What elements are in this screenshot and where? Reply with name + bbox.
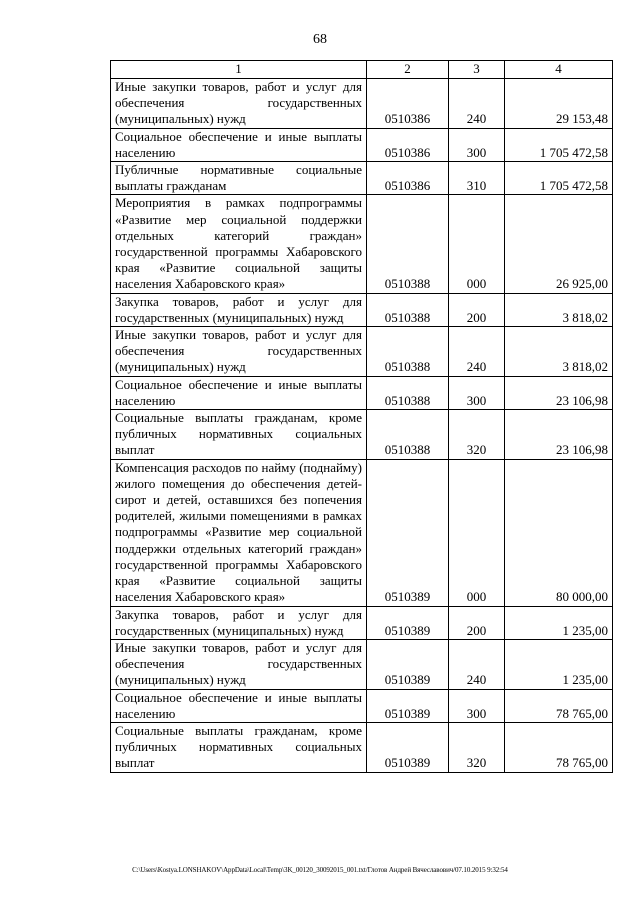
row-name: Социальное обеспечение и иные выплаты населению [111,689,367,722]
row-kind: 240 [449,79,505,129]
row-code: 0510389 [367,606,449,639]
row-sum: 26 925,00 [505,195,613,293]
row-code: 0510386 [367,162,449,195]
table-row [111,327,613,377]
row-name: Иные закупки товаров, работ и услуг для обеспечения государственных (муниципальных) нужд [111,639,367,689]
row-code: 0510388 [367,195,449,293]
row-kind: 310 [449,162,505,195]
row-sum: 23 106,98 [505,376,613,409]
table-row [111,162,613,195]
row-code: 0510388 [367,327,449,377]
row-name: Публичные нормативные социальные выплаты гражданам [111,162,367,195]
document-footer-path: C:\Users\Kostya.LONSHAKOV\AppData\Local\Temp\3K_00120_30092015_001.txt/Глотов Андрей Вячеславович/07.10.2015 9:32:54 [132,866,508,874]
column-header-code: 2 [367,61,449,79]
row-sum: 78 765,00 [505,722,613,772]
row-sum: 3 818,02 [505,327,613,377]
table-row [111,689,613,722]
budget-table [110,60,613,773]
row-name: Социальные выплаты гражданам, кроме публичных нормативных социальных выплат [111,722,367,772]
row-sum: 1 235,00 [505,639,613,689]
column-header-name: 1 [111,61,367,79]
row-code: 0510388 [367,410,449,460]
row-kind: 300 [449,689,505,722]
table-row [111,195,613,293]
row-sum: 3 818,02 [505,293,613,326]
row-sum: 1 705 472,58 [505,128,613,161]
row-name: Социальное обеспечение и иные выплаты населению [111,128,367,161]
table-row [111,293,613,326]
row-code: 0510386 [367,128,449,161]
row-code: 0510386 [367,79,449,129]
table-row [111,459,613,606]
row-name: Иные закупки товаров, работ и услуг для обеспечения государственных (муниципальных) нужд [111,327,367,377]
row-kind: 240 [449,639,505,689]
column-header-kind: 3 [449,61,505,79]
row-kind: 300 [449,376,505,409]
row-name: Социальные выплаты гражданам, кроме публичных нормативных социальных выплат [111,410,367,460]
row-code: 0510389 [367,689,449,722]
table-row [111,376,613,409]
table-header-row [111,61,613,79]
row-kind: 320 [449,410,505,460]
table-row [111,128,613,161]
row-sum: 80 000,00 [505,459,613,606]
row-sum: 1 235,00 [505,606,613,639]
row-code: 0510388 [367,376,449,409]
row-name: Мероприятия в рамках подпрограммы «Развитие мер социальной поддержки отдельных категорий граждан» государственной программы Хабаровского края «Развитие социальной защиты населения Хабаровского края» [111,195,367,293]
row-sum: 78 765,00 [505,689,613,722]
row-name: Закупка товаров, работ и услуг для государственных (муниципальных) нужд [111,293,367,326]
row-kind: 240 [449,327,505,377]
row-name: Закупка товаров, работ и услуг для государственных (муниципальных) нужд [111,606,367,639]
row-sum: 1 705 472,58 [505,162,613,195]
row-name: Социальное обеспечение и иные выплаты населению [111,376,367,409]
row-code: 0510389 [367,722,449,772]
row-name: Компенсация расходов по найму (поднайму) жилого помещения до обеспечения детей-сирот и детей, оставшихся без попечения родителей, жилыми помещениями в рамках подпрограммы «Развитие мер социальной поддержки отдельных категорий граждан» государственной программы Хабаровского края «Развитие социальной защиты населения Хабаровского края» [111,459,367,606]
table-row [111,639,613,689]
row-kind: 000 [449,459,505,606]
column-header-sum: 4 [505,61,613,79]
row-sum: 23 106,98 [505,410,613,460]
row-kind: 200 [449,606,505,639]
table-row [111,79,613,129]
row-code: 0510388 [367,293,449,326]
page-number: 68 [313,32,327,47]
table-row [111,606,613,639]
table-row [111,722,613,772]
row-kind: 320 [449,722,505,772]
row-sum: 29 153,48 [505,79,613,129]
row-name: Иные закупки товаров, работ и услуг для обеспечения государственных (муниципальных) нужд [111,79,367,129]
row-code: 0510389 [367,459,449,606]
table-row [111,410,613,460]
row-kind: 200 [449,293,505,326]
row-code: 0510389 [367,639,449,689]
row-kind: 000 [449,195,505,293]
row-kind: 300 [449,128,505,161]
